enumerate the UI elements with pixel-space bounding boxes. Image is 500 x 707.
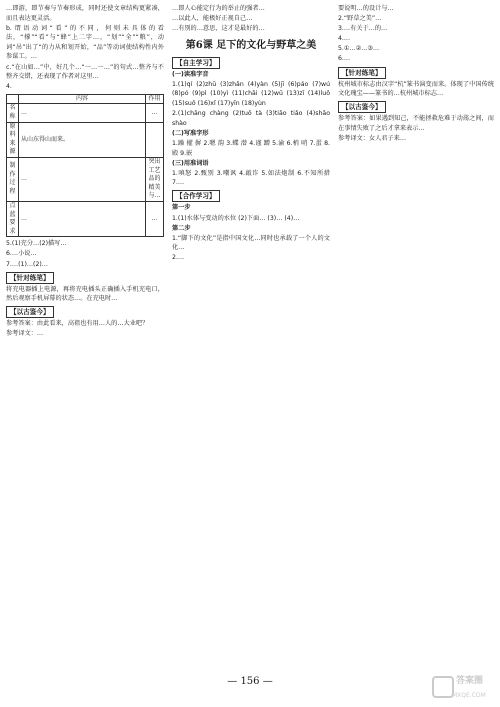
- paragraph: 4.…: [338, 35, 351, 43]
- table-row: [7, 104, 164, 122]
- paragraph: 要说明…的设计与…: [338, 5, 394, 12]
- table-header-effect: 作用: [146, 94, 164, 104]
- table-cell: [146, 122, 164, 157]
- table-cell: …: [19, 104, 146, 122]
- paragraph: …有别的…意思，这才是最好的…: [172, 25, 265, 33]
- watermark-stamp-icon: [432, 676, 454, 698]
- ancient-answer: 参考答案：由此看来，高祖也有用…人的…大业吧？: [6, 320, 149, 328]
- table-header-content: 内容: [19, 94, 146, 104]
- pinyin-answers-2: 2.(1)chāng chàng (2)tuǒ tà (3)tiāo tiǎo (4)shāo shào: [172, 110, 330, 127]
- ancient-heading: 【以古鉴今】: [338, 101, 386, 113]
- paragraph: 3.…有关于…的…: [338, 25, 388, 33]
- paragraph: 5.①…②…③…: [338, 45, 380, 53]
- table-cell: 点蓝要求: [7, 201, 19, 236]
- pinyin-answers: 1.(1)qí (2)zhū (3)zhǎn (4)yàn (5)jī (6)páo (7)wú (8)pó (9)pì (10)yì (11)chāi (12)wū (13)zī (14)luǒ (15)suǒ (16)xǐ (17)yīn (18)yùn: [172, 80, 330, 108]
- paragraph: 2.“野草之美”…: [338, 15, 382, 23]
- practice-heading: 【针对练笔】: [6, 272, 54, 284]
- question-4: 4.: [6, 83, 12, 91]
- table-cell: 制作过程: [7, 158, 19, 202]
- paragraph: …即游，即节奏与节奏形成，同时还使文章结构更紧凑，而且表达更灵活。: [6, 5, 164, 22]
- word-answers: 1.嗔怒 2.甄别 3.嘲讽 4.敲诈 5.如法炮制 6.不知所措 7.…: [172, 169, 330, 187]
- table-cell: …: [19, 158, 146, 202]
- column-left: [6, 4, 164, 672]
- practice-text: 将充电器插上电源，再将充电插头正确插入手机充电口，然后观察手机屏幕的状态…。在充电时…: [6, 285, 164, 303]
- self-study-heading: 【自主学习】: [172, 57, 220, 69]
- ancient-answer: 参考答案：如果遇到知己，不能拯救危难于动荡之间，而在事情失败了之后才拿来表示…: [338, 115, 494, 132]
- character-answers: 1.躁 擢 摒 2.嗯 韵 3.蝶 潜 4.谨 蹭 5.渝 6.梢 哨 7.蛋 8.殿 9.嵌: [172, 139, 330, 157]
- subsection-heading: (三)用准词语: [172, 159, 209, 167]
- step-text: 1.(1)水体与变动的水位 (2)下面… (3)… (4)…: [172, 214, 300, 222]
- watermark-brand: 答案圈: [456, 676, 484, 686]
- table-cell: 从山东得山而来。: [19, 122, 146, 157]
- question-6: 6.…小说…: [6, 250, 37, 258]
- ancient-heading: 【以古鉴今】: [6, 306, 54, 318]
- subsection-heading: (一)读准字音: [172, 70, 209, 78]
- column-right: [338, 4, 494, 672]
- watermark-logo: [432, 676, 496, 704]
- lesson-title: 第6课 足下的文化与野草之美: [185, 39, 317, 51]
- paragraph: …以此人，能极好正视自己…: [172, 15, 253, 23]
- paragraph: 6.…: [338, 55, 351, 63]
- step-text: 1.“脚下的文化”是指中国文化…同时也承载了一个人的文化…: [172, 234, 330, 252]
- paragraph: b.谓语动词“看”的不同，何则未具体的看法，“撑”“看”与“蜂”上二字…，“划”“全”“粮”，动词“吊”出了“的力从和划开始，“品”等动词使结构性内外参谋工。…: [6, 24, 164, 61]
- column-middle: [172, 4, 330, 672]
- question-5: 5.(1)充分…(2)描写…: [6, 240, 67, 248]
- step-heading: 第二步: [172, 224, 191, 232]
- ancient-translation: 参考译文：…: [6, 330, 44, 338]
- table-cell: …: [146, 104, 164, 122]
- table-row: [7, 201, 164, 236]
- step-text: 2.…: [172, 254, 185, 262]
- practice-text: 杭州城市标志由汉字“杭”篆书演变而来。体现了中国传统文化瑰宝——篆书的…杭州城市标志…: [338, 80, 494, 98]
- table-cell: …: [19, 201, 146, 236]
- step-heading: 第一步: [172, 204, 191, 212]
- paragraph: …即人心能定行为的举止的强者…: [172, 5, 265, 12]
- watermark-url: MXQE.COM: [452, 692, 486, 699]
- table-row: [7, 122, 164, 157]
- practice-heading: 【针对练笔】: [338, 67, 386, 79]
- question-7: 7.…(1)…(2)…: [6, 260, 48, 268]
- table-cell: 突出工艺品的精美与…: [146, 158, 164, 202]
- table-cell: 原料来源: [7, 122, 19, 157]
- answer-table: [6, 94, 164, 238]
- subsection-heading: (二)写准字形: [172, 129, 209, 137]
- table-header-blank: [7, 94, 19, 104]
- page-number: — 156 —: [227, 676, 273, 687]
- ancient-translation: 参考译文：女人君子来…: [338, 134, 407, 142]
- table-row: [7, 158, 164, 202]
- cooperative-heading: 【合作学习】: [172, 190, 220, 202]
- table-cell: 名称: [7, 104, 19, 122]
- paragraph: c.“在山如…”中，好几个…“一…一…”的句式…整齐与不整齐交错，还表现了作者对这里…: [6, 63, 164, 81]
- table-cell: …: [146, 201, 164, 236]
